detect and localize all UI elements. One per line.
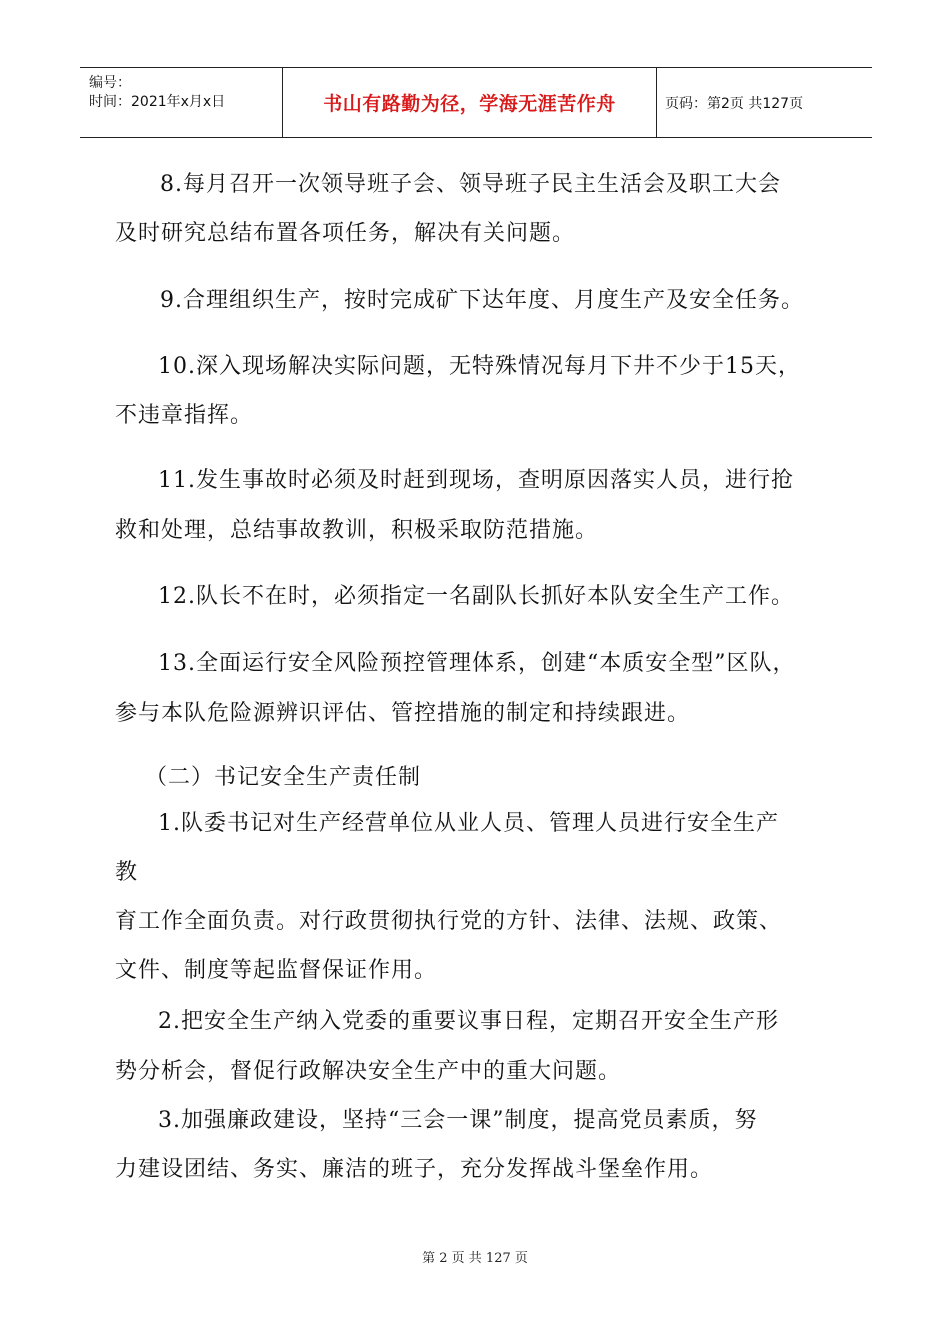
text-line: 不违章指挥。 [115,403,254,428]
header-motto-cell [283,68,657,137]
text-line: 12.队长不在时，必须指定一名副队长抓好本队安全生产工作。 [158,584,794,609]
page-footer: 第 2 页 共 127 页 [422,1251,528,1266]
text-line: 力建设团结、务实、廉洁的班子，充分发挥战斗堡垒作用。 [115,1157,714,1182]
text-line: 及时研究总结布置各项任务，解决有关问题。 [115,221,576,246]
section-heading: （二）书记安全生产责任制 [145,765,422,790]
text-line: 9.合理组织生产，按时完成矿下达年度、月度生产及安全任务。 [160,288,804,313]
text-line: 救和处理，总结事故教训，积极采取防范措施。 [115,518,599,543]
text-line: 参与本队危险源辨识评估、管控措施的制定和持续跟进。 [115,701,691,726]
text-line: 3.加强廉政建设，坚持“三会一课”制度，提高党员素质，努 [158,1108,758,1133]
text-line: 11.发生事故时必须及时赶到现场，查明原因落实人员，进行抢 [158,468,794,493]
header-page-number: 页码：第2页 共127页 [665,95,804,112]
text-line: 文件、制度等起监督保证作用。 [115,958,438,983]
text-line: 13.全面运行安全风险预控管理体系，创建“本质安全型”区队， [158,651,796,676]
header-page-cell [657,68,872,137]
text-line: 育工作全面负责。对行政贯彻执行党的方针、法律、法规、政策、 [115,909,783,934]
header-motto: 书山有路勤为径，学海无涯苦作舟 [323,93,616,115]
text-line: 2.把安全生产纳入党委的重要议事日程，定期召开安全生产形 [158,1009,779,1034]
text-line: 教 [115,860,139,885]
document-date-label: 时间：2021年x月x日 [89,94,226,110]
text-line: 8.每月召开一次领导班子会、领导班子民主生活会及职工大会 [160,172,781,197]
text-line: 10.深入现场解决实际问题，无特殊情况每月下井不少于15天， [158,354,801,379]
text-line: 势分析会，督促行政解决安全生产中的重大问题。 [115,1059,622,1084]
text-line: 1.队委书记对生产经营单位从业人员、管理人员进行安全生产 [158,811,779,836]
page-header [80,67,872,138]
header-meta-cell [80,68,283,137]
document-code-label: 编号： [89,75,131,91]
